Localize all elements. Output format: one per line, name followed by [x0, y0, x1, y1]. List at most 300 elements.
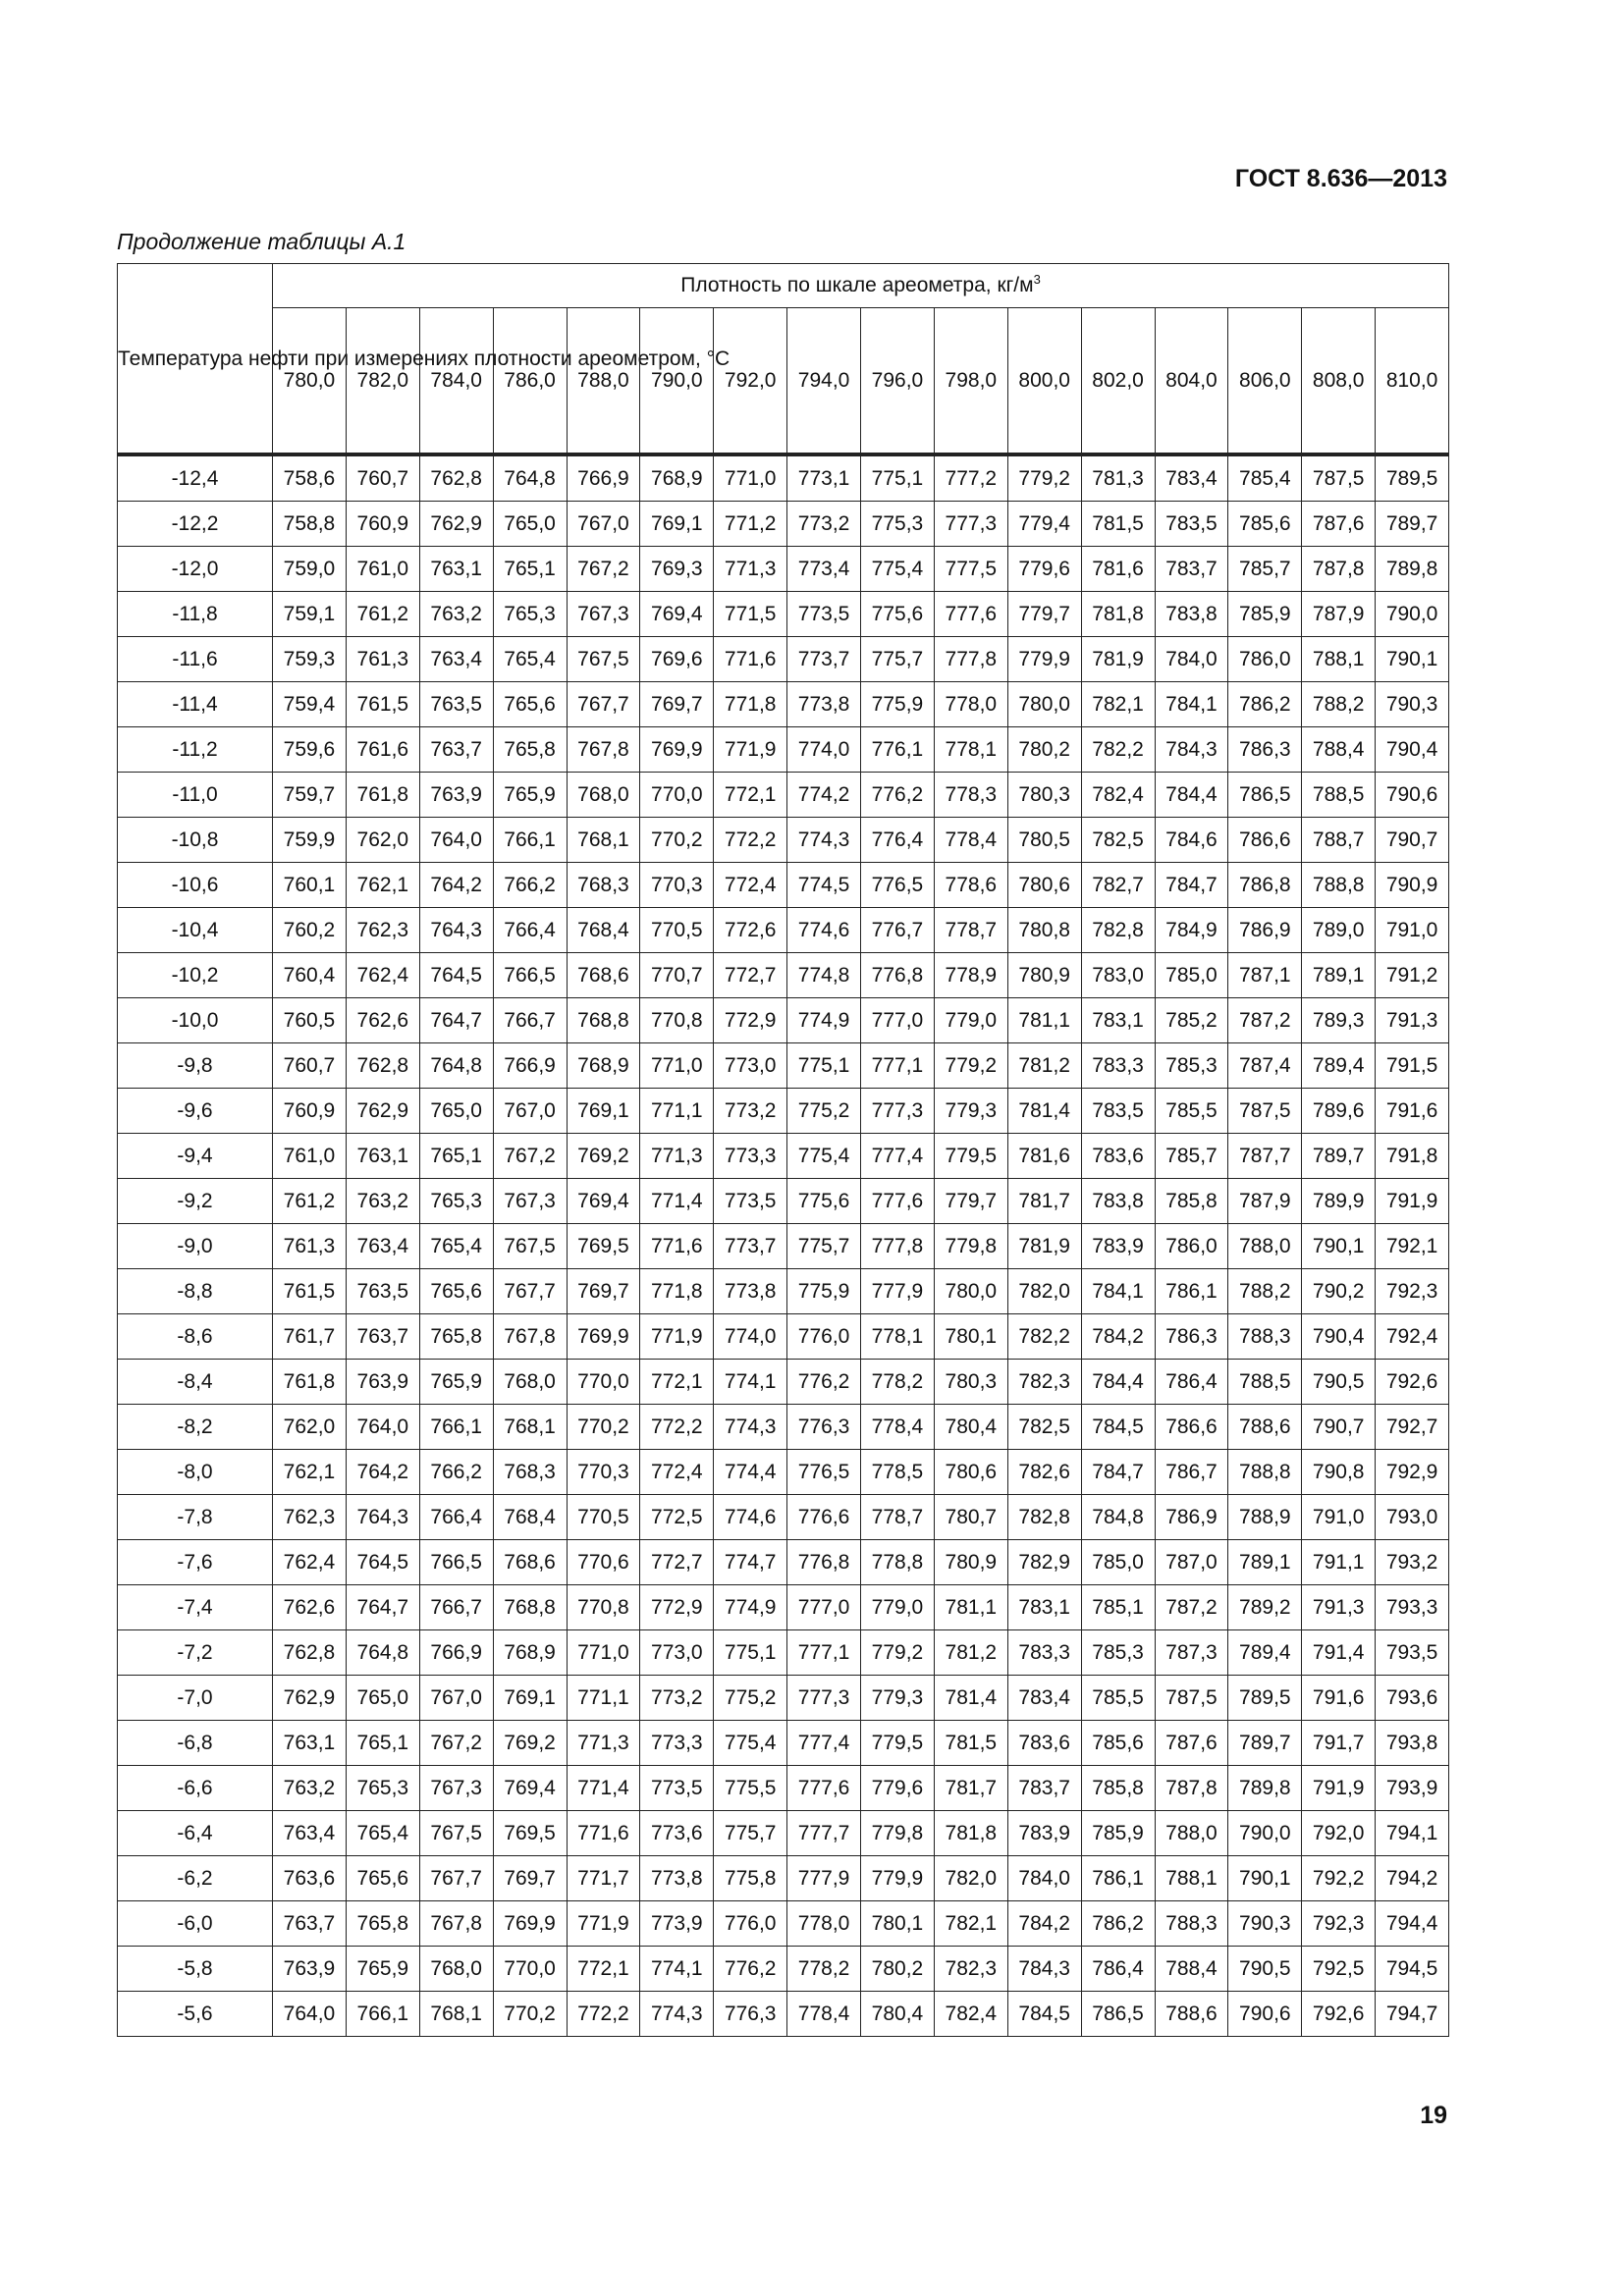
density-cell: 788,0 [1228, 1224, 1302, 1269]
unit-superscript: 3 [1033, 272, 1041, 288]
density-cell: 762,0 [273, 1405, 347, 1450]
density-cell: 759,6 [273, 727, 347, 773]
density-cell: 771,0 [714, 454, 787, 502]
density-cell: 791,8 [1376, 1134, 1449, 1179]
density-cell: 772,1 [714, 773, 787, 818]
density-cell: 776,0 [787, 1314, 861, 1360]
density-cell: 767,5 [419, 1811, 493, 1856]
density-column-header: 798,0 [934, 308, 1007, 454]
table-row [118, 1901, 1449, 1947]
density-cell: 789,7 [1228, 1721, 1302, 1766]
density-cell: 773,6 [640, 1811, 714, 1856]
density-cell: 794,2 [1376, 1856, 1449, 1901]
density-cell: 773,7 [787, 637, 861, 682]
density-cell: 763,7 [346, 1314, 419, 1360]
density-cell: 791,4 [1302, 1630, 1376, 1676]
density-cell: 761,3 [273, 1224, 347, 1269]
density-cell: 770,2 [567, 1405, 640, 1450]
density-cell: 771,7 [567, 1856, 640, 1901]
density-cell: 765,9 [419, 1360, 493, 1405]
density-cell: 765,4 [493, 637, 567, 682]
density-cell: 777,8 [934, 637, 1007, 682]
density-cell: 784,6 [1155, 818, 1228, 863]
density-cell: 769,4 [640, 592, 714, 637]
density-cell: 794,7 [1376, 1992, 1449, 2037]
density-cell: 771,8 [640, 1269, 714, 1314]
density-cell: 767,3 [493, 1179, 567, 1224]
density-cell: 787,5 [1228, 1089, 1302, 1134]
density-cell: 790,0 [1228, 1811, 1302, 1856]
density-cell: 789,0 [1302, 908, 1376, 953]
density-cell: 766,9 [493, 1043, 567, 1089]
density-cell: 777,7 [787, 1811, 861, 1856]
density-cell: 768,0 [419, 1947, 493, 1992]
density-cell: 781,3 [1081, 454, 1155, 502]
temperature-cell: -12,2 [118, 502, 273, 547]
density-cell: 766,5 [493, 953, 567, 998]
density-cell: 786,4 [1155, 1360, 1228, 1405]
temperature-cell: -11,0 [118, 773, 273, 818]
density-cell: 766,1 [493, 818, 567, 863]
density-cell: 784,1 [1081, 1269, 1155, 1314]
table-row [118, 592, 1449, 637]
density-cell: 777,1 [787, 1630, 861, 1676]
density-cell: 775,1 [787, 1043, 861, 1089]
density-columns-row [118, 308, 1449, 454]
density-cell: 787,3 [1155, 1630, 1228, 1676]
density-cell: 769,3 [640, 547, 714, 592]
density-cell: 762,9 [273, 1676, 347, 1721]
density-cell: 789,3 [1302, 998, 1376, 1043]
density-cell: 782,5 [1007, 1405, 1081, 1450]
density-cell: 789,4 [1228, 1630, 1302, 1676]
density-cell: 773,7 [714, 1224, 787, 1269]
density-cell: 777,5 [934, 547, 1007, 592]
density-cell: 784,4 [1081, 1360, 1155, 1405]
density-cell: 762,1 [346, 863, 419, 908]
density-cell: 790,1 [1228, 1856, 1302, 1901]
density-cell: 790,5 [1302, 1360, 1376, 1405]
table-row [118, 637, 1449, 682]
density-cell: 767,3 [567, 592, 640, 637]
density-cell: 775,2 [714, 1676, 787, 1721]
density-cell: 771,9 [640, 1314, 714, 1360]
density-cell: 776,4 [861, 818, 935, 863]
density-cell: 765,0 [346, 1676, 419, 1721]
density-cell: 789,5 [1376, 454, 1449, 502]
density-cell: 762,1 [273, 1450, 347, 1495]
density-cell: 784,0 [1155, 637, 1228, 682]
density-cell: 790,1 [1376, 637, 1449, 682]
density-cell: 774,0 [787, 727, 861, 773]
density-cell: 778,3 [934, 773, 1007, 818]
density-cell: 769,7 [567, 1269, 640, 1314]
density-cell: 763,1 [346, 1134, 419, 1179]
density-cell: 762,4 [273, 1540, 347, 1585]
density-cell: 769,5 [567, 1224, 640, 1269]
density-cell: 784,3 [1007, 1947, 1081, 1992]
density-cell: 791,9 [1302, 1766, 1376, 1811]
density-cell: 786,4 [1081, 1947, 1155, 1992]
temperature-cell: -7,2 [118, 1630, 273, 1676]
density-cell: 766,7 [493, 998, 567, 1043]
density-column-header: 806,0 [1228, 308, 1302, 454]
density-cell: 765,3 [419, 1179, 493, 1224]
density-cell: 792,0 [1302, 1811, 1376, 1856]
density-cell: 772,5 [640, 1495, 714, 1540]
density-cell: 777,4 [787, 1721, 861, 1766]
density-cell: 778,2 [787, 1947, 861, 1992]
density-cell: 764,0 [346, 1405, 419, 1450]
density-column-header: 810,0 [1376, 308, 1449, 454]
temperature-cell: -6,6 [118, 1766, 273, 1811]
table-row [118, 547, 1449, 592]
density-cell: 763,7 [419, 727, 493, 773]
density-cell: 769,6 [640, 637, 714, 682]
table-row [118, 1811, 1449, 1856]
density-cell: 774,6 [714, 1495, 787, 1540]
density-cell: 765,8 [419, 1314, 493, 1360]
table-row [118, 1856, 1449, 1901]
density-cell: 774,8 [787, 953, 861, 998]
temperature-cell: -6,8 [118, 1721, 273, 1766]
density-cell: 782,1 [934, 1901, 1007, 1947]
density-cell: 769,5 [493, 1811, 567, 1856]
density-cell: 764,0 [273, 1992, 347, 2037]
table-row [118, 818, 1449, 863]
density-cell: 775,6 [861, 592, 935, 637]
density-cell: 779,8 [861, 1811, 935, 1856]
density-cell: 768,9 [567, 1043, 640, 1089]
density-cell: 774,0 [714, 1314, 787, 1360]
temperature-cell: -6,0 [118, 1901, 273, 1947]
density-cell: 763,9 [419, 773, 493, 818]
density-cell: 765,9 [346, 1947, 419, 1992]
density-cell: 781,7 [934, 1766, 1007, 1811]
density-cell: 772,7 [714, 953, 787, 998]
density-cell: 774,7 [714, 1540, 787, 1585]
density-cell: 780,0 [934, 1269, 1007, 1314]
density-cell: 765,3 [346, 1766, 419, 1811]
density-cell: 774,9 [787, 998, 861, 1043]
density-cell: 774,6 [787, 908, 861, 953]
density-cell: 785,9 [1081, 1811, 1155, 1856]
temperature-cell: -6,2 [118, 1856, 273, 1901]
density-cell: 783,7 [1155, 547, 1228, 592]
density-column-header: 782,0 [346, 308, 419, 454]
density-cell: 783,8 [1155, 592, 1228, 637]
temperature-cell: -12,0 [118, 547, 273, 592]
density-cell: 772,9 [714, 998, 787, 1043]
density-cell: 788,3 [1228, 1314, 1302, 1360]
density-cell: 783,5 [1155, 502, 1228, 547]
density-cell: 771,3 [567, 1721, 640, 1766]
density-cell: 764,7 [419, 998, 493, 1043]
density-cell: 779,7 [1007, 592, 1081, 637]
density-cell: 780,4 [934, 1405, 1007, 1450]
density-cell: 778,9 [934, 953, 1007, 998]
density-cell: 789,1 [1228, 1540, 1302, 1585]
density-cell: 759,0 [273, 547, 347, 592]
temperature-cell: -10,6 [118, 863, 273, 908]
density-cell: 792,7 [1376, 1405, 1449, 1450]
density-cell: 772,7 [640, 1540, 714, 1585]
density-cell: 780,4 [861, 1992, 935, 2037]
density-cell: 775,7 [714, 1811, 787, 1856]
density-cell: 784,0 [1007, 1856, 1081, 1901]
density-cell: 779,5 [934, 1134, 1007, 1179]
density-cell: 761,2 [273, 1179, 347, 1224]
density-cell: 791,6 [1376, 1089, 1449, 1134]
density-cell: 763,4 [273, 1811, 347, 1856]
density-cell: 768,3 [493, 1450, 567, 1495]
density-cell: 762,9 [419, 502, 493, 547]
density-column-header: 794,0 [787, 308, 861, 454]
density-cell: 768,6 [567, 953, 640, 998]
density-cell: 787,0 [1155, 1540, 1228, 1585]
density-cell: 769,1 [640, 502, 714, 547]
density-cell: 771,3 [714, 547, 787, 592]
table-row [118, 1630, 1449, 1676]
density-cell: 764,5 [346, 1540, 419, 1585]
density-cell: 789,6 [1302, 1089, 1376, 1134]
density-cell: 780,0 [1007, 682, 1081, 727]
temperature-cell: -8,0 [118, 1450, 273, 1495]
temperature-cell: -8,8 [118, 1269, 273, 1314]
density-cell: 782,7 [1081, 863, 1155, 908]
density-cell: 773,5 [787, 592, 861, 637]
density-cell: 763,1 [419, 547, 493, 592]
density-cell: 784,3 [1155, 727, 1228, 773]
density-cell: 778,5 [861, 1450, 935, 1495]
density-cell: 766,1 [346, 1992, 419, 2037]
density-cell: 760,4 [273, 953, 347, 998]
density-cell: 781,6 [1081, 547, 1155, 592]
density-cell: 778,8 [861, 1540, 935, 1585]
density-cell: 777,3 [934, 502, 1007, 547]
density-cell: 771,9 [714, 727, 787, 773]
density-cell: 763,9 [346, 1360, 419, 1405]
density-cell: 790,2 [1302, 1269, 1376, 1314]
density-cell: 781,7 [1007, 1179, 1081, 1224]
density-cell: 779,4 [1007, 502, 1081, 547]
density-cell: 774,2 [787, 773, 861, 818]
density-cell: 775,9 [787, 1269, 861, 1314]
density-cell: 785,8 [1155, 1179, 1228, 1224]
density-cell: 767,0 [419, 1676, 493, 1721]
density-cell: 777,3 [787, 1676, 861, 1721]
temperature-cell: -8,4 [118, 1360, 273, 1405]
density-cell: 786,1 [1081, 1856, 1155, 1901]
density-cell: 767,8 [567, 727, 640, 773]
temperature-cell: -10,2 [118, 953, 273, 998]
density-cell: 778,6 [934, 863, 1007, 908]
temperature-cell: -9,8 [118, 1043, 273, 1089]
table-row [118, 1043, 1449, 1089]
density-cell: 767,7 [419, 1856, 493, 1901]
density-cell: 777,8 [861, 1224, 935, 1269]
table-row [118, 502, 1449, 547]
density-cell: 787,2 [1155, 1585, 1228, 1630]
density-cell: 771,1 [567, 1676, 640, 1721]
density-cell: 766,4 [493, 908, 567, 953]
table-row [118, 998, 1449, 1043]
density-cell: 792,6 [1302, 1992, 1376, 2037]
density-cell: 773,2 [640, 1676, 714, 1721]
density-cell: 761,7 [273, 1314, 347, 1360]
density-cell: 772,2 [640, 1405, 714, 1450]
density-cell: 777,2 [934, 454, 1007, 502]
density-cell: 787,5 [1302, 454, 1376, 502]
density-column-header: 788,0 [567, 308, 640, 454]
density-cell: 775,3 [861, 502, 935, 547]
density-cell: 767,3 [419, 1766, 493, 1811]
density-cell: 776,2 [861, 773, 935, 818]
temperature-cell: -6,4 [118, 1811, 273, 1856]
density-cell: 775,2 [787, 1089, 861, 1134]
temperature-cell: -9,6 [118, 1089, 273, 1134]
density-cell: 791,9 [1376, 1179, 1449, 1224]
density-cell: 786,9 [1155, 1495, 1228, 1540]
density-cell: 794,4 [1376, 1901, 1449, 1947]
table-row [118, 1766, 1449, 1811]
density-cell: 785,6 [1228, 502, 1302, 547]
density-cell: 787,6 [1155, 1721, 1228, 1766]
density-cell: 777,6 [787, 1766, 861, 1811]
density-cell: 768,8 [493, 1585, 567, 1630]
density-cell: 781,5 [1081, 502, 1155, 547]
density-cell: 768,1 [567, 818, 640, 863]
density-cell: 785,8 [1081, 1766, 1155, 1811]
density-cell: 762,0 [346, 818, 419, 863]
density-cell: 772,1 [567, 1947, 640, 1992]
density-cell: 765,6 [346, 1856, 419, 1901]
density-cell: 770,0 [567, 1360, 640, 1405]
density-cell: 768,9 [493, 1630, 567, 1676]
density-cell: 781,1 [1007, 998, 1081, 1043]
density-cell: 779,6 [861, 1766, 935, 1811]
density-cell: 760,5 [273, 998, 347, 1043]
density-cell: 781,8 [934, 1811, 1007, 1856]
density-cell: 792,3 [1302, 1901, 1376, 1947]
density-cell: 765,6 [419, 1269, 493, 1314]
density-cell: 776,2 [714, 1947, 787, 1992]
density-cell: 782,0 [1007, 1269, 1081, 1314]
density-cell: 789,2 [1228, 1585, 1302, 1630]
density-cell: 789,4 [1302, 1043, 1376, 1089]
density-cell: 784,2 [1007, 1901, 1081, 1947]
density-cell: 776,2 [787, 1360, 861, 1405]
density-cell: 781,2 [934, 1630, 1007, 1676]
density-cell: 771,3 [640, 1134, 714, 1179]
density-cell: 780,6 [1007, 863, 1081, 908]
density-cell: 780,6 [934, 1450, 1007, 1495]
density-cell: 766,9 [419, 1630, 493, 1676]
table-row [118, 1224, 1449, 1269]
density-cell: 776,7 [861, 908, 935, 953]
density-cell: 788,4 [1302, 727, 1376, 773]
density-cell: 769,7 [493, 1856, 567, 1901]
density-cell: 768,6 [493, 1540, 567, 1585]
density-cell: 784,5 [1081, 1405, 1155, 1450]
density-cell: 782,8 [1081, 908, 1155, 953]
density-cell: 769,9 [493, 1901, 567, 1947]
density-cell: 776,3 [714, 1992, 787, 2037]
density-cell: 769,4 [567, 1179, 640, 1224]
density-cell: 790,7 [1302, 1405, 1376, 1450]
density-cell: 791,0 [1376, 908, 1449, 953]
density-cell: 790,6 [1376, 773, 1449, 818]
density-cell: 786,2 [1228, 682, 1302, 727]
density-cell: 777,0 [861, 998, 935, 1043]
density-cell: 769,7 [640, 682, 714, 727]
density-cell: 786,8 [1228, 863, 1302, 908]
density-cell: 760,9 [273, 1089, 347, 1134]
density-cell: 764,2 [346, 1450, 419, 1495]
table-row [118, 1179, 1449, 1224]
density-cell: 761,5 [273, 1269, 347, 1314]
density-cell: 778,4 [934, 818, 1007, 863]
temperature-cell: -7,8 [118, 1495, 273, 1540]
density-cell: 764,5 [419, 953, 493, 998]
density-cell: 777,3 [861, 1089, 935, 1134]
density-cell: 765,0 [493, 502, 567, 547]
density-cell: 790,7 [1376, 818, 1449, 863]
density-cell: 761,6 [346, 727, 419, 773]
temperature-cell: -8,2 [118, 1405, 273, 1450]
density-cell: 778,4 [787, 1992, 861, 2037]
density-cell: 779,3 [934, 1089, 1007, 1134]
table-row [118, 1269, 1449, 1314]
density-cell: 770,7 [640, 953, 714, 998]
density-cell: 782,2 [1007, 1314, 1081, 1360]
density-cell: 773,5 [714, 1179, 787, 1224]
density-cell: 779,0 [861, 1585, 935, 1630]
density-cell: 779,2 [1007, 454, 1081, 502]
density-cell: 782,0 [934, 1856, 1007, 1901]
table-caption: Продолжение таблицы А.1 [117, 229, 406, 254]
density-cell: 793,0 [1376, 1495, 1449, 1540]
density-cell: 788,8 [1228, 1450, 1302, 1495]
density-cell: 778,7 [934, 908, 1007, 953]
density-cell: 768,0 [493, 1360, 567, 1405]
density-cell: 762,8 [419, 454, 493, 502]
density-cell: 788,0 [1155, 1811, 1228, 1856]
density-cell: 773,3 [640, 1721, 714, 1766]
temperature-cell: -10,0 [118, 998, 273, 1043]
density-cell: 768,3 [567, 863, 640, 908]
table-row [118, 1134, 1449, 1179]
density-cell: 766,1 [419, 1405, 493, 1450]
density-cell: 770,5 [640, 908, 714, 953]
density-cell: 762,4 [346, 953, 419, 998]
density-cell: 773,8 [714, 1269, 787, 1314]
density-cell: 790,3 [1228, 1901, 1302, 1947]
density-cell: 769,9 [567, 1314, 640, 1360]
density-cell: 779,3 [861, 1676, 935, 1721]
table-body [118, 454, 1449, 2037]
density-cell: 784,7 [1081, 1450, 1155, 1495]
density-cell: 785,6 [1081, 1721, 1155, 1766]
density-cell: 768,1 [493, 1405, 567, 1450]
density-cell: 786,6 [1228, 818, 1302, 863]
density-column-header: 784,0 [419, 308, 493, 454]
temperature-cell: -7,4 [118, 1585, 273, 1630]
density-cell: 786,6 [1155, 1405, 1228, 1450]
density-cell: 790,3 [1376, 682, 1449, 727]
density-cell: 771,5 [714, 592, 787, 637]
density-cell: 781,5 [934, 1721, 1007, 1766]
